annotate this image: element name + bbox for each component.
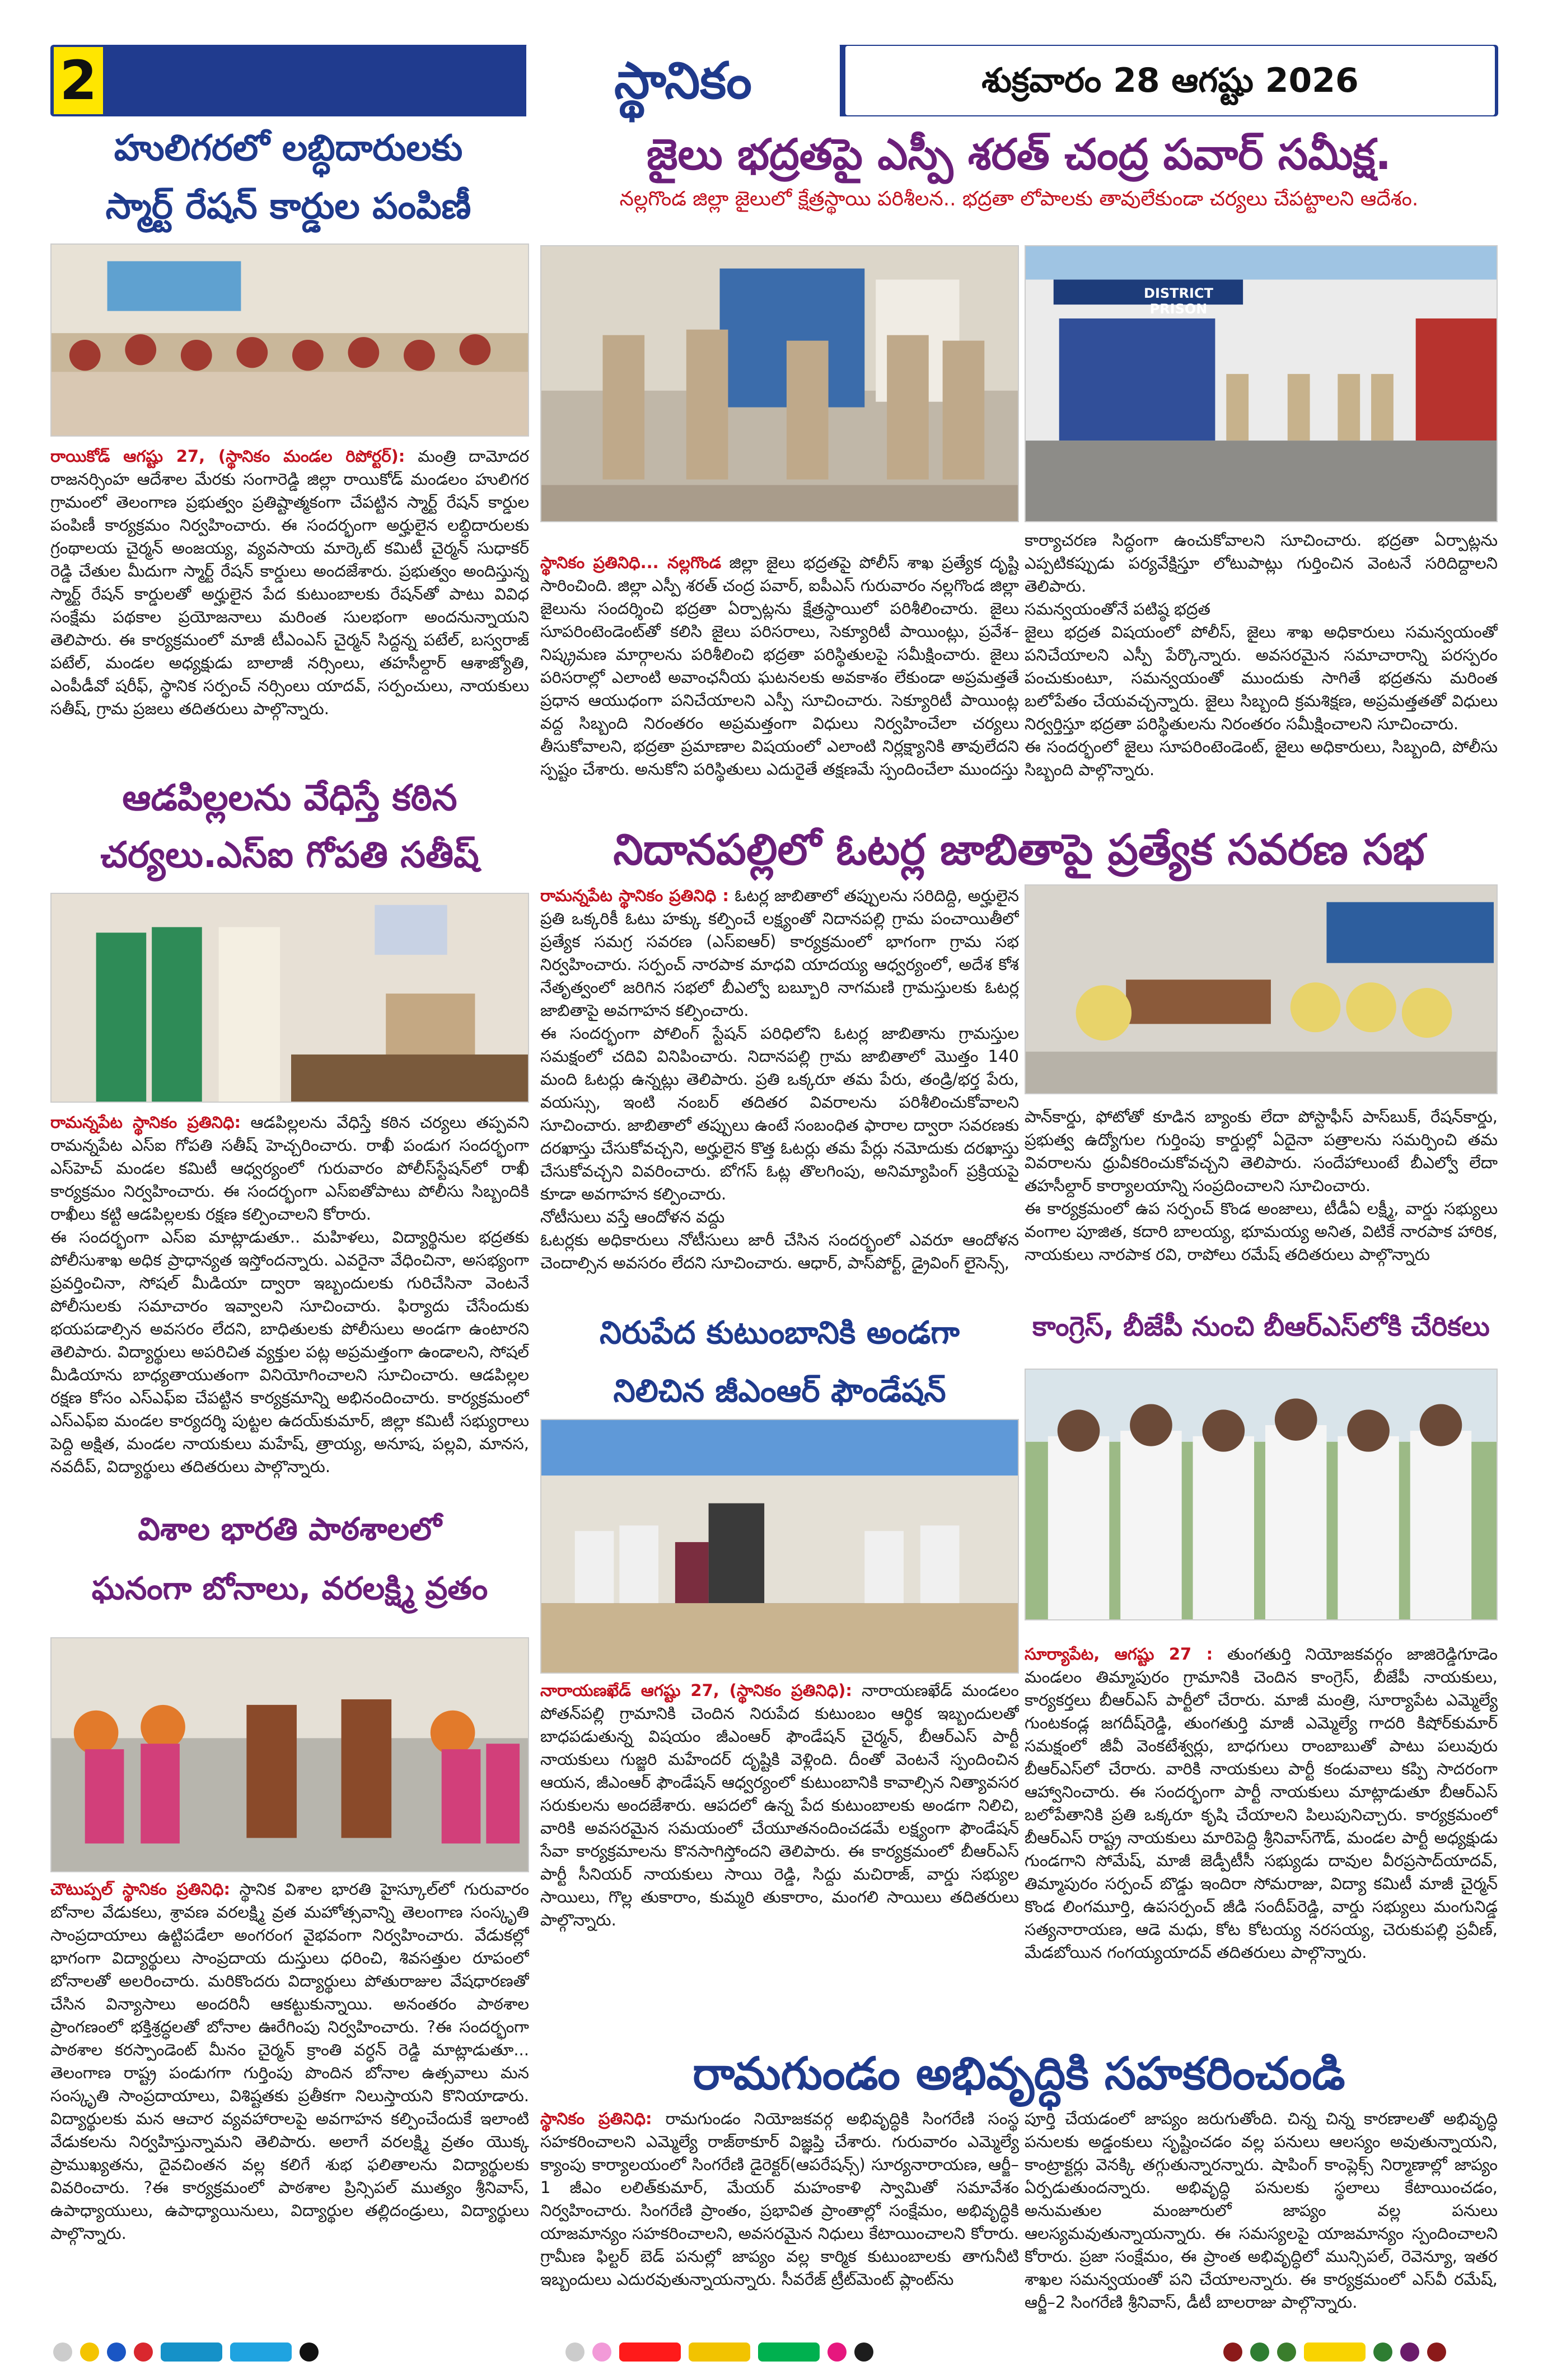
a8-headline: రామగుండం అభివృద్ధికి సహకరించండి [693, 2048, 1345, 2100]
a2-body-1: స్థానికం ప్రతినిధి... నల్లగొండ జిల్లా జైలు భద్రతపై పోలీస్ శాఖ ప్రత్యేక దృష్టి సారించింది. జిల్లా ఎస్పీ శరత్ చంద్ర పవార్, ఐపీఎస్ గురువారం నల్లగొండ జిల్లా జైలును సందర్శించి భద్రతా ఏర్పాట్లను క్షేత్రస్థాయిలో పరిశీలించారు. జైలు సూపరింటెండెంట్‌తో కలిసి జైలు పరిసరాలు, సెక్యూరిటీ పాయింట్లు, ప్రవేశ–నిష్క్రమణ మార్గాలను పరిశీలించి భద్రతా పరిస్థితులపై సమీక్షించారు. జైలు పరిసరాల్లో ఎలాంటి అవాంఛనీయ ఘటనలకు అవకాశం లేకుండా అప్రమత్తతే ప్రధాన ఆయుధంగా పనిచేయాలని ఎస్పీ సూచించారు. సెక్యూరిటీ పాయింట్ల వద్ద సిబ్బంది నిరంతరం అప్రమత్తంగా విధులు నిర్వహించేలా చర్యలు తీసుకోవాలని, భద్రతా ప్రమాణాల విషయంలో ఎలాంటి నిర్లక్ష్యానికి తావులేదని స్పష్టం చేశారు. అనుకోని పరిస్థితులు ఎదురైతే తక్షణమే స్పందించేలా ముందస్తు [540, 553, 1019, 779]
color-mark [230, 2342, 292, 2362]
a7-photo [1025, 1369, 1498, 1620]
a3-body: రామన్నపేట స్థానికం ప్రతినిధి: ఆడపిల్లలను వేధిస్తే కఠిన చర్యలు తప్పవని రామన్నపేట ఎస్ఐ గోపతి సతీష్ హెచ్చరించారు. రాఖీ పండుగ సందర్భంగా ఎస్‌హెచ్ మండల కమిటీ ఆధ్వర్యంలో గురువారం పోలీస్‌స్టేషన్‌లో రాఖీ కార్యక్రమం నిర్వహించారు. ఈ సందర్భంగా ఎస్ఐతోపాటు పోలీసు సిబ్బందికి రాఖీలు కట్టి ఆడపిల్లలకు రక్షణ కల్పించాలని కోరారు. ఈ సందర్భంగా ఎస్ఐ మాట్లాడుతూ.. మహిళలు, విద్యార్థినుల భద్రతకు పోలీసుశాఖ అధిక ప్రాధాన్యత ఇస్తోందన్నారు. ఎవరైనా వేధించినా, అసభ్యంగా ప్రవర్తించినా, సోషల్ మీడియా ద్వారా ఇబ్బందులకు గురిచేసినా వెంటనే పోలీసులకు సమాచారం ఇవ్వాలని సూచించారు. ఫిర్యాదు చేసేందుకు భయపడాల్సిన అవసరం లేదని, బాధితులకు పోలీసులు అండగా ఉంటారని తెలిపారు. విద్యార్థులు అపరిచిత వ్యక్తుల పట్ల అప్రమత్తంగా ఉండాలని, సోషల్ మీడియాను బాధ్యతాయుతంగా వినియోగించాలని సూచించారు. ఆడపిల్లల రక్షణ కోసం ఎస్ఎఫ్ఐ చేపట్టిన కార్యక్రమాన్ని అభినందించారు. కార్యక్రమంలో ఎస్ఎఫ్ఐ మండల కార్యదర్శి పుట్టల ఉదయ్‌కుమార్, జిల్లా కమిటీ సభ్యురాలు పెద్ది అక్షిత, మండల నాయకులు మహేష్, త్రాయ్య, అనూష, పల్లవి, మానస, నవదీప్, విద్యార్థులు తదితరులు పాల్గొన్నారు. [50, 1113, 529, 1476]
a2-photo-2 [1025, 245, 1498, 522]
a3-photo [50, 893, 529, 1103]
color-mark [134, 2342, 153, 2362]
color-mark [1427, 2342, 1446, 2362]
color-mark [854, 2342, 873, 2362]
color-mark [161, 2342, 222, 2362]
footer-color-marks-left [53, 2342, 319, 2362]
color-mark [1277, 2342, 1296, 2362]
a2-prison-sign: DISTRICT PRISON [1144, 285, 1213, 317]
a1-body: రాయికోడ్ ఆగష్టు 27, (స్థానికం మండల రిపోర్టర్): మంత్రి దామోదర రాజనర్సింహ ఆదేశాల మేరకు సంగారెడ్డి జిల్లా రాయికోడ్ మండలం హులిగర గ్రామంలో తెలంగాణ ప్రభుత్వం ప్రతిష్టాత్మకంగా చేపట్టిన స్మార్ట్ రేషన్ కార్డుల పంపిణీ కార్యక్రమం నిర్వహించారు. ఈ సందర్భంగా అర్హులైన లబ్ధిదారులకు గ్రంథాలయ చైర్మన్ అంజయ్య, వ్యవసాయ మార్కెట్ కమిటీ చైర్మన్ సుధాకర్ రెడ్డి చేతుల మీదుగా స్మార్ట్ రేషన్ కార్డులు అందజేశారు. ప్రభుత్వం అందిస్తున్న స్మార్ట్ రేషన్ కార్డులతో అర్హులైన పేద కుటుంబాలకు రేషన్‌తో పాటు వివిధ సంక్షేమ పథకాల ప్రయోజనాలు మరింత సులభంగా అందనున్నాయని తెలిపారు. ఈ కార్యక్రమంలో మాజీ టీఎంఎస్ చైర్మన్ సిద్దన్న పటేల్, బస్వరాజ్ పటేల్, మండల అధ్యక్షుడు బాలాజీ నర్సింలు, తహసీల్దార్ ఆశాజ్యోతి, ఎంపీడీవో షరీఫ్, స్థానిక సర్పంచ్ నర్సింలు యాదవ్, సర్పంచులు, నాయకులు సతీష్, గ్రామ ప్రజలు తదితరులు పాల్గొన్నారు. [50, 447, 529, 718]
color-mark [758, 2342, 820, 2362]
a1-photo [50, 243, 529, 437]
a5-body-1: రామన్నపేట స్థానికం ప్రతినిధి : ఓటర్ల జాబితాలో తప్పులను సరిదిద్ది, అర్హులైన ప్రతి ఒక్కరికీ ఓటు హక్కు కల్పించే లక్ష్యంతో నిదానపల్లి గ్రామ పంచాయితీలో ప్రత్యేక సమగ్ర సవరణ (ఎస్ఐఆర్) కార్యక్రమంలో భాగంగా గ్రామ సభ నిర్వహించారు. సర్పంచ్ నారపాక మాధవి యాదయ్య ఆధ్వర్యంలో, అదేశ కోశ నేతృత్వంలో జరిగిన సభలో బీఎల్వో బబ్బూరి నాగమణి గ్రామస్తులకు ఓటర్ల జాబితాపై అవగాహన కల్పించారు. ఈ సందర్భంగా పోలింగ్ స్టేషన్ పరిధిలోని ఓటర్ల జాబితాను గ్రామస్తుల సమక్షంలో చదివి వినిపించారు. నిదానపల్లి గ్రామ జాబితాలో మొత్తం 140 మంది ఓటర్లు ఉన్నట్లు తెలిపారు. ప్రతి ఒక్కరూ తమ పేరు, తండ్రి/భర్త పేరు, వయస్సు, ఇంటి నంబర్ తదితర వివరాలను పరిశీలించుకోవాలని సూచించారు. జాబితాలో తప్పులు ఉంటే సంబంధిత ఫారాల ద్వారా సవరణకు దరఖాస్తు చేసుకోవచ్చని, అర్హులైన కొత్త ఓటర్లు తమ పేర్లు నమోదుకు దరఖాస్తు చేసుకోవచ్చని వివరించారు. బోగస్ ఓట్ల తొలగింపు, అనిమ్యాపింగ్ ప్రక్రియపై కూడా అవగాహన కల్పించారు. నోటీసులు వస్తే ఆందోళన వద్దు ఓటర్లకు అధికారులు నోటీసులు జారీ చేసిన సందర్భంలో ఎవరూ ఆందోళన చెందాల్సిన అవసరం లేదని సూచించారు. ఆధార్, పాస్‌పోర్ట్, డ్రైవింగ్ లైసెన్స్, [540, 886, 1019, 1272]
a1-headline: హులిగరలో లబ్ధిదారులకు స్మార్ట్ రేషన్ కార్డుల పంపిణీ [105, 128, 471, 227]
a8-body-1: స్థానికం ప్రతినిధి: రామగుండం నియోజకవర్గ అభివృద్ధికి సింగరేణి సంస్థ సహకరించాలని ఎమ్మెల్యే రాజ్‌ఠాకూర్ విజ్ఞప్తి చేశారు. గురువారం ఎమ్మెల్యే క్యాంపు కార్యాలయంలో సింగరేణి డైరెక్టర్(ఆపరేషన్స్) సూర్యనారాయణ, ఆర్జీ–1 జీఎం లలిత్‌కుమార్, మేయర్ మహంకాళి స్వామితో సమావేశం నిర్వహించారు. సింగరేణి ప్రాంతం, ప్రభావిత ప్రాంతాల్లో సంక్షేమం, అభివృద్ధికి యాజమాన్యం సహకరించాలని, అవసరమైన నిధులు కేటాయించాలని కోరారు. గ్రామీణ ఫిల్టర్ బెడ్ పనుల్లో జాప్యం వల్ల కార్మిక కుటుంబాలకు తాగునీటి ఇబ్బందులు ఎదురవుతున్నాయన్నారు. సీవరేజ్ ట్రీట్‌మెంట్ ప్లాంట్‌ను [540, 2109, 1019, 2289]
newspaper-title-text: స్థానికం [614, 51, 752, 110]
color-mark [53, 2342, 72, 2362]
a8-body-2: పూర్తి చేయడంలో జాప్యం జరుగుతోంది. చిన్న చిన్న కారణాలతో అభివృద్ధి పనులకు అడ్డంకులు సృష్టించడం వల్ల పనులు ఆలస్యం అవుతున్నాయని, కాంట్రాక్టర్లు వెనక్కి తగ్గుతున్నారన్నారు. షాపింగ్ కాంప్లెక్స్ నిర్మాణాల్లో జాప్యం ఏర్పడుతుందన్నారు. అభివృద్ధి పనులకు స్థలాలు కేటాయించడం, అనుమతుల మంజూరులో జాప్యం వల్ల పనులు ఆలస్యమవుతున్నాయన్నారు. ఈ సమస్యలపై యాజమాన్యం స్పందించాలని కోరారు. ప్రజా సంక్షేమం, ఈ ప్రాంత అభివృద్ధిలో మున్సిపల్, రెవెన్యూ, ఇతర శాఖల సమన్వయంతో పని చేయాలన్నారు. ఈ కార్యక్రమంలో ఎస్‌వీ రమేష్, ఆర్జీ–2 సింగరేణి శ్రీనివాస్, డీటీ బాలరాజు పాల్గొన్నారు. [1025, 2109, 1498, 2312]
color-mark [827, 2342, 847, 2362]
color-mark [1304, 2342, 1366, 2362]
a7-headline: కాంగ్రెస్, బీజేపీ నుంచి బీఆర్ఎస్‌లోకి చేరికలు [1032, 1311, 1490, 1342]
color-mark [592, 2342, 611, 2362]
a4-headline: విశాల భారతి పాఠశాలలో ఘనంగా బోనాలు, వరలక్ష్మి వ్రతం [91, 1511, 488, 1608]
color-mark [107, 2342, 126, 2362]
color-mark [1373, 2342, 1392, 2362]
a7-body: సూర్యాపేట, ఆగష్టు 27 : తుంగతుర్తి నియోజకవర్గం జాజిరెడ్డిగూడెం మండలం తిమ్మాపురం గ్రామానికి చెందిన కాంగ్రెస్, బీజేపీ నాయకులు, కార్యకర్తలు బీఆర్ఎస్ పార్టీలో చేరారు. మాజీ మంత్రి, సూర్యాపేట ఎమ్మెల్యే గుంటకండ్ల జగదీష్‌రెడ్డి, తుంగతుర్తి మాజీ ఎమ్మెల్యే గాదరి కిషోర్‌కుమార్ సమక్షంలో జీవీ వెంకటేశ్వర్లు, బాధగులు రాంబాబుతో పాటు పలువురు బీఆర్ఎస్‌లో చేరారు. వారికి నాయకులు పార్టీ కండువాలు కప్పి సాదరంగా ఆహ్వానించారు. ఈ సందర్భంగా పార్టీ నాయకులు మాట్లాడుతూ బీఆర్ఎస్ బలోపేతానికి ప్రతి ఒక్కరూ కృషి చేయాలని పిలుపునిచ్చారు. కార్యక్రమంలో బీఆర్ఎస్ రాష్ట్ర నాయకులు మారిపెద్ది శ్రీనివాస్‌గౌడ్, మండల పార్టీ అధ్యక్షుడు గుండగాని సోమేష్, మాజీ జెడ్పీటీసీ సభ్యుడు దావుల వీరప్రసాద్‌యాదవ్, తిమ్మాపురం సర్పంచ్ బొడ్డు ఇందిరా సోమరాజు, విద్యా కమిటీ మాజీ చైర్మన్ కొండ లింగమూర్తి, ఉపసర్పంచ్ జీడి సందీప్‌రెడ్డి, వార్డు సభ్యులు మంగునిడ్డ సత్యనారాయణ, ఆడె మధు, కోట కోటయ్య నరసయ్య, చెరుకుపల్లి ప్రవీణ్, మేడబోయిన గంగయ్యయాదవ్ తదితరులు పాల్గొన్నారు. [1025, 1645, 1498, 1962]
color-mark [1223, 2342, 1242, 2362]
page-number: 2 [54, 47, 103, 114]
color-mark [1250, 2342, 1269, 2362]
footer-color-marks-mid [565, 2342, 873, 2362]
a5-photo [1025, 884, 1498, 1094]
color-mark [689, 2342, 750, 2362]
issue-date: శుక్రవారం 28 ఆగష్టు 2026 [845, 46, 1495, 115]
a2-subheadline: నల్లగొండ జిల్లా జైలులో క్షేత్రస్థాయి పరిశీలన.. భద్రతా లోపాలకు తావులేకుండా చర్యలు చేపట్టాలని ఆదేశం. [619, 188, 1419, 210]
color-mark [80, 2342, 99, 2362]
a3-headline: ఆడపిల్లలను వేధిస్తే కఠిన చర్యలు.ఎస్ఐ గోపతి సతీష్ [100, 777, 479, 877]
footer-color-marks-right [1223, 2342, 1446, 2362]
color-mark [619, 2342, 681, 2362]
a6-photo [540, 1419, 1019, 1674]
a6-body: నారాయణఖేడ్ ఆగష్టు 27, (స్థానికం ప్రతినిధి): నారాయణఖేడ్ మండలం పోతన్‌పల్లి గ్రామానికి చెందిన నిరుపేద కుటుంబం ఆర్థిక ఇబ్బందులతో బాధపడుతున్న విషయం జీఎంఆర్ ఫౌండేషన్ చైర్మన్, బీఆర్ఎస్ పార్టీ నాయకులు గుజ్జరి మహేందర్ దృష్టికి వెళ్లింది. దీంతో వెంటనే స్పందించిన ఆయన, జీఎంఆర్ ఫౌండేషన్ ఆధ్వర్యంలో కుటుంబానికి కావాల్సిన నిత్యావసర సరుకులను అందజేశారు. ఆపదలో ఉన్న పేద కుటుంబాలకు అండగా నిలిచి, వారికి అవసరమైన సమయంలో చేయూతనందించడమే లక్ష్యంగా ఫౌండేషన్ సేవా కార్యక్రమాలను కొనసాగిస్తోందని తెలిపారు. ఈ కార్యక్రమంలో బీఆర్ఎస్ పార్టీ సీనియర్ నాయకులు సాయి రెడ్డి, సిద్దు మచిరాజ్, వార్డు సభ్యుల సాయిలు, గొల్ల తుకారాం, కుమ్మరి తుకారాం, మంగలి సాయిలు తదితరులు పాల్గొన్నారు. [540, 1681, 1019, 1929]
a2-body-2: కార్యాచరణ సిద్ధంగా ఉంచుకోవాలని సూచించారు. భద్రతా ఏర్పాట్లను ఎప్పటికప్పుడు పర్యవేక్షిస్తూ లోటుపాట్లు గుర్తించిన వెంటనే సరిదిద్దాలని తెలిపారు. సమన్వయంతోనే పటిష్ఠ భద్రత జైలు భద్రత విషయంలో పోలీస్, జైలు శాఖ అధికారులు సమన్వయంతో పనిచేయాలని ఎస్పీ పేర్కొన్నారు. అవసరమైన సమాచారాన్ని పరస్పరం పంచుకుంటూ, సమన్వయంతో ముందుకు సాగితే భద్రతను మరింత బలోపేతం చేయవచ్చన్నారు. జైలు సిబ్బంది క్రమశిక్షణ, అప్రమత్తతతో విధులు నిర్వర్తిస్తూ భద్రతా పరిస్థితులను నిరంతరం సమీక్షించాలని సూచించారు. ఈ సందర్భంలో జైలు సూపరింటెండెంట్, జైలు అధికారులు, సిబ్బంది, పోలీసు సిబ్బంది పాల్గొన్నారు. [1025, 531, 1498, 779]
a4-photo [50, 1637, 529, 1872]
color-mark [565, 2342, 585, 2362]
color-mark [1400, 2342, 1419, 2362]
a2-headline: జైలు భద్రతపై ఎస్పీ శరత్ చంద్ర పవార్ సమీక్ష. [646, 129, 1392, 179]
a5-body-2: పాన్‌కార్డు, ఫోటోతో కూడిన బ్యాంకు లేదా పోస్టాఫీస్ పాస్‌బుక్, రేషన్‌కార్డు, ప్రభుత్వ ఉద్యోగుల గుర్తింపు కార్డుల్లో ఏదైనా పత్రాలను సమర్పించి తమ వివరాలను ధ్రువీకరించుకోవచ్చని తెలిపారు. సందేహాలుంటే బీఎల్వో లేదా తహసీల్దార్ కార్యాలయాన్ని సంప్రదించాలని సూచించారు. ఈ కార్యక్రమంలో ఉప సర్పంచ్ కొండ అంజాలు, టీడీఏ లక్ష్మీ, వార్డు సభ్యులు వంగాల పూజిత, కదారి బాలయ్య, భూమయ్య అనిత, విటికే నారపాక హారిక, నాయకులు నారపాక రవి, రాపోలు రమేష్ తదితరులు పాల్గొన్నారు [1025, 1107, 1498, 1264]
a2-photo-1 [540, 245, 1019, 522]
a6-headline: నిరుపేద కుటుంబానికి అండగా నిలిచిన జీఎంఆర్ ఫౌండేషన్ [600, 1315, 960, 1409]
a5-headline: నిదానపల్లిలో ఓటర్ల జాబితాపై ప్రత్యేక సవరణ సభ [613, 824, 1425, 874]
a4-body: చౌటుప్పల్ స్థానికం ప్రతినిధి: స్థానిక విశాల భారతి హైస్కూల్‌లో గురువారం బోనాల వేడుకలు, శ్రావణ వరలక్ష్మి వ్రత మహోత్సవాన్ని తెలంగాణ సంస్కృతి సాంప్రదాయాలు ఉట్టిపడేలా అంగరంగ వైభవంగా నిర్వహించారు. వేడుకల్లో భాగంగా విద్యార్థులు సాంప్రదాయ దుస్తులు ధరించి, శివసత్తుల రూపంలో బోనాలతో అలరించారు. మరికొందరు విద్యార్థులు పోతురాజుల వేషధారణతో చేసిన విన్యాసాలు అందరినీ ఆకట్టుకున్నాయి. అనంతరం పాఠశాల ప్రాంగణంలో భక్తిశ్రద్ధలతో బోనాల ఊరేగింపు నిర్వహించారు. ?ఈ సందర్భంగా పాఠశాల కరస్పాండెంట్ మీనం చైర్మన్ క్రాంతి వర్ధన్ రెడ్డి మాట్లాడుతూ... తెలంగాణ రాష్ట్ర పండుగగా గుర్తింపు పొందిన బోనాల ఉత్సవాలు మన సంస్కృతి సాంప్రదాయాలు, విశిష్టతకు ప్రతీకగా నిలుస్తాయని కొనియాడారు. విద్యార్థులకు మన ఆచార వ్యవహారాలపై అవగాహన కల్పించేందుకే ఇలాంటి వేడుకలను నిర్వహిస్తున్నామని తెలిపారు. అలాగే వరలక్ష్మి వ్రతం యొక్క ప్రాముఖ్యతను, దైవచింతన వల్ల కలిగే శుభ ఫలితాలను విద్యార్థులకు వివరించారు. ?ఈ కార్యక్రమంలో పాఠశాల ప్రిన్సిపల్ ముత్యం శ్రీనివాస్, ఉపాధ్యాయులు, ఉపాధ్యాయినులు, విద్యార్థుల తల్లిదండ్రులు, విద్యార్థులు పాల్గొన్నారు. [50, 1880, 529, 2243]
color-mark [300, 2342, 319, 2362]
